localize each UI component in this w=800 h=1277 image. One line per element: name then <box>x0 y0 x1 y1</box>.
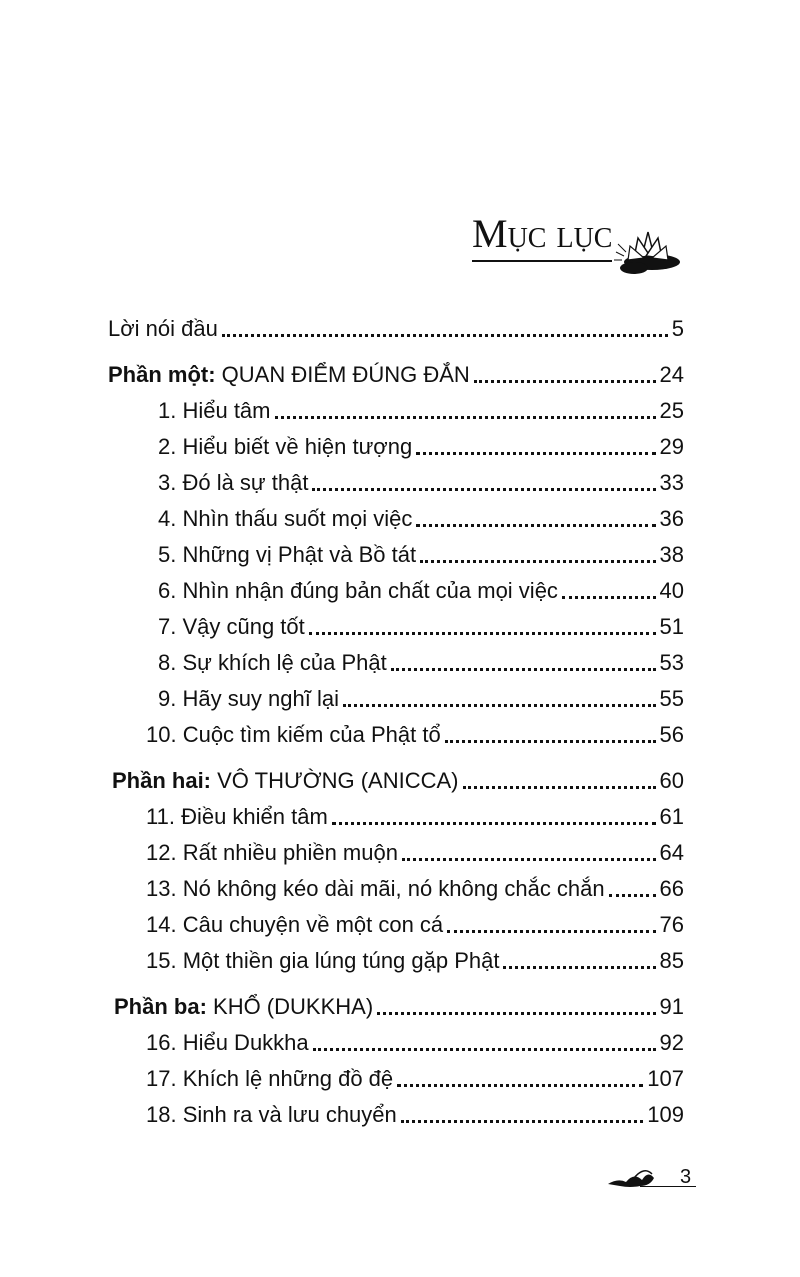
toc-entry <box>146 804 684 830</box>
toc-entry-label <box>146 876 605 902</box>
toc-entry-page: 61 <box>659 804 684 829</box>
toc-entry <box>158 578 684 604</box>
dot-leader <box>391 668 656 671</box>
toc-entry-label <box>158 398 271 424</box>
toc-entry <box>158 650 684 676</box>
toc-entry-label <box>108 362 470 388</box>
toc-entry-page: 36 <box>659 506 684 531</box>
toc-entry-label <box>114 994 373 1020</box>
toc-entry-label <box>112 768 459 794</box>
toc-entry-label <box>146 1102 397 1128</box>
toc-entry-title: 16. Hiểu Dukkha <box>146 1030 309 1055</box>
toc-entry-label <box>158 650 387 676</box>
toc-entry-page: 92 <box>659 1030 684 1055</box>
toc-entry-title: 14. Câu chuyện về một con cá <box>146 912 444 937</box>
toc-entry-page: 109 <box>647 1102 684 1127</box>
toc-entry-page: 66 <box>659 876 684 901</box>
toc-entry-title: 5. Những vị Phật và Bồ tát <box>158 542 417 567</box>
toc-entry-label <box>146 1066 393 1092</box>
dot-leader <box>445 740 656 743</box>
dot-leader <box>562 596 656 599</box>
toc-entry-title: 9. Hãy suy nghĩ lại <box>158 686 339 711</box>
toc-entry-page: 5 <box>671 316 684 341</box>
toc-entry-title: 6. Nhìn nhận đúng bản chất của mọi việc <box>158 578 558 603</box>
dot-leader <box>377 1012 655 1015</box>
toc-entry <box>108 362 684 388</box>
dot-leader <box>332 822 656 825</box>
dot-leader <box>402 858 656 861</box>
dot-leader <box>474 380 656 383</box>
toc-entry-page: 29 <box>659 434 684 459</box>
toc-entry-title: 10. Cuộc tìm kiếm của Phật tổ <box>146 722 441 747</box>
toc-entry-title: 8. Sự khích lệ của Phật <box>158 650 387 675</box>
toc-part-prefix: Phần một: <box>108 362 216 387</box>
toc-entry <box>146 912 684 938</box>
toc-entry-title: 3. Đó là sự thật <box>158 470 309 495</box>
toc-entry <box>158 614 684 640</box>
dot-leader <box>222 334 668 337</box>
toc-entry-label <box>158 542 416 568</box>
toc-entry-title: 18. Sinh ra và lưu chuyển <box>146 1102 397 1127</box>
dot-leader <box>401 1120 644 1123</box>
toc-entry-page: 64 <box>659 840 684 865</box>
toc-entry-title: 11. Điều khiển tâm <box>146 804 328 829</box>
toc-entry <box>146 1066 684 1092</box>
toc-entry-page: 33 <box>659 470 684 495</box>
toc-entry-title: Lời nói đầu <box>108 316 218 341</box>
toc-entry <box>146 948 684 974</box>
toc-entry-title: QUAN ĐIỂM ĐÚNG ĐẮN <box>215 362 470 387</box>
toc-entry-page: 40 <box>659 578 684 603</box>
toc-entry <box>108 316 684 342</box>
dot-leader <box>503 966 655 969</box>
toc-heading-block <box>472 211 613 262</box>
toc-entry-title: 17. Khích lệ những đồ đệ <box>146 1066 394 1091</box>
dot-leader <box>416 452 655 455</box>
toc-entry-label <box>146 804 328 830</box>
dot-leader <box>309 632 656 635</box>
toc-entry <box>112 768 684 794</box>
toc-entry-label <box>146 948 499 974</box>
toc-entry-label <box>146 840 398 866</box>
toc-entry-page: 25 <box>659 398 684 423</box>
toc-entry <box>158 470 684 496</box>
dot-leader <box>312 488 655 491</box>
toc-entry-page: 91 <box>659 994 684 1019</box>
toc-entry-title: 15. Một thiền gia lúng túng gặp Phật <box>146 948 500 973</box>
toc-entry-page: 24 <box>659 362 684 387</box>
toc-entry-title: 7. Vậy cũng tốt <box>158 614 305 639</box>
toc-entry-label <box>158 434 412 460</box>
toc-entry <box>146 722 684 748</box>
dot-leader <box>447 930 655 933</box>
dot-leader <box>343 704 656 707</box>
toc-entry-title: 1. Hiểu tâm <box>158 398 271 423</box>
toc-entry-title: 12. Rất nhiều phiền muộn <box>146 840 398 865</box>
toc-entry <box>158 434 684 460</box>
toc-entry-title: 13. Nó không kéo dài mãi, nó không chắc chắn <box>146 876 605 901</box>
toc-entry-label <box>158 470 308 496</box>
toc-entry-page: 55 <box>659 686 684 711</box>
lotus-icon <box>612 222 682 280</box>
toc-entry-page: 56 <box>659 722 684 747</box>
toc-entry-page: 85 <box>659 948 684 973</box>
toc-entry <box>146 1102 684 1128</box>
toc-entry-label <box>158 506 412 532</box>
toc-entry-page: 60 <box>659 768 684 793</box>
toc-entry-label <box>108 316 218 342</box>
toc-entry-page: 53 <box>659 650 684 675</box>
toc-entry <box>146 1030 684 1056</box>
toc-entry-page: 107 <box>647 1066 684 1091</box>
toc-part-prefix: Phần ba: <box>114 994 207 1019</box>
dot-leader <box>463 786 656 789</box>
toc-entry <box>146 840 684 866</box>
toc-part-prefix: Phần hai: <box>112 768 212 793</box>
toc-entry-title: KHỔ (DUKKHA) <box>206 994 374 1019</box>
toc-entry-page: 76 <box>659 912 684 937</box>
toc-entry <box>158 686 684 712</box>
toc-entry <box>158 506 684 532</box>
toc-entry-title: VÔ THƯỜNG (ANICCA) <box>211 768 459 793</box>
toc-entry-page: 51 <box>659 614 684 639</box>
toc-entry-title: 4. Nhìn thấu suốt mọi việc <box>158 506 413 531</box>
toc-entry-label <box>146 1030 309 1056</box>
dot-leader <box>416 524 655 527</box>
dot-leader <box>313 1048 656 1051</box>
toc-entry-page: 38 <box>659 542 684 567</box>
toc-entry-label <box>158 686 339 712</box>
dot-leader <box>420 560 655 563</box>
toc-entry-title: 2. Hiểu biết về hiện tượng <box>158 434 413 459</box>
toc-heading: Mục lục <box>472 214 612 262</box>
toc-entry-label <box>158 614 305 640</box>
toc-entry <box>114 994 684 1020</box>
dot-leader <box>609 894 656 897</box>
toc-entry-label <box>146 912 443 938</box>
toc-entry <box>146 876 684 902</box>
page-number: 3 <box>680 1166 692 1188</box>
toc-entry-label <box>158 578 558 604</box>
dot-leader <box>397 1084 643 1087</box>
toc-entry-label <box>146 722 441 748</box>
toc-entry <box>158 542 684 568</box>
toc-entry <box>158 398 684 424</box>
dot-leader <box>275 416 656 419</box>
